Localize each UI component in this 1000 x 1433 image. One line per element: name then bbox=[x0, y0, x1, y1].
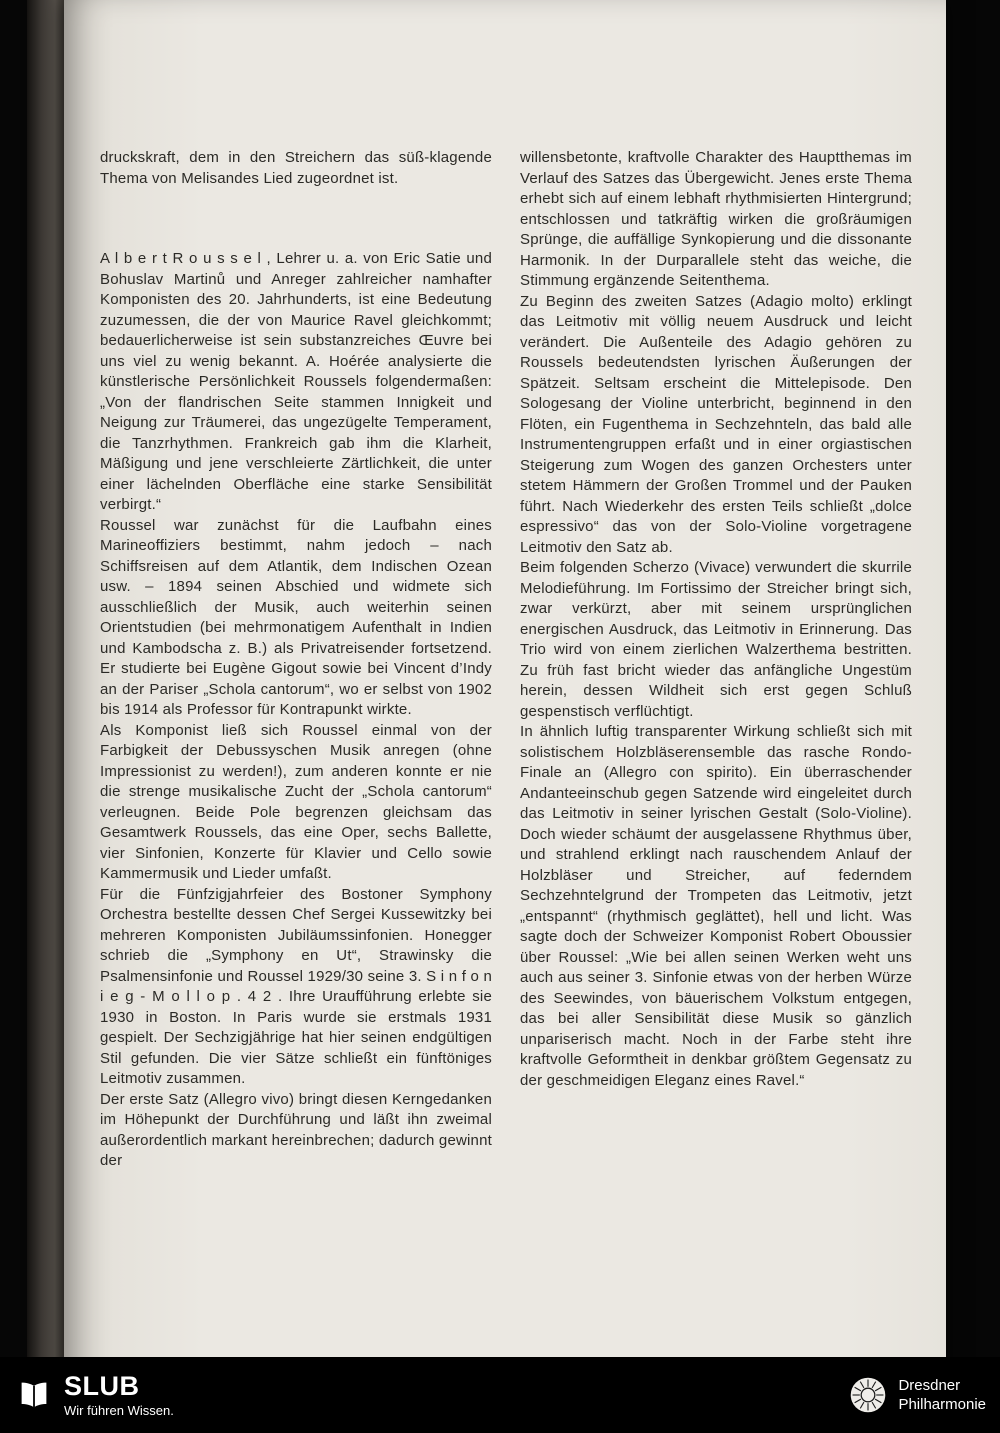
paragraph: Der erste Satz (Allegro vivo) bringt diesen Kerngedanken im Höhepunkt der Durchführung und läßt ihn zweimal außerordentlich markant hereinbrechen; dadurch gewinnt der bbox=[100, 1090, 492, 1169]
paragraph: Für die Fünfzigjahrfeier des Bostoner Symphony Orchestra bestellte dessen Chef Sergei Kussewitzky bei mehreren Komponisten Jubiläumssinfonien. Honegger schrieb die „Symphony en Ut“, Strawinsky die Psalmensinfonie und Roussel 1929/30 seine 3. S i n f o n i e g - M o l l o p . 4 2 . Ihre Uraufführung erlebte sie 1930 in Boston. In Paris wurde sie erstmals 1931 gespielt. Der Sechzigjährige hat hier seinen endgültigen Stil gefunden. Die vier Sätze schließt ein fünftöniges Leitmotiv zusammen. bbox=[100, 885, 492, 1087]
philharmonie-emblem-icon bbox=[848, 1375, 888, 1415]
digitization-footer-bar bbox=[0, 1357, 1000, 1433]
book-page-edge bbox=[27, 0, 67, 1402]
philharmonie-line2: Philharmonie bbox=[898, 1396, 986, 1413]
paragraph: Zu Beginn des zweiten Satzes (Adagio molto) erklingt das Leitmotiv mit völlig neuem Ausdruck und leicht verändert. Die Außenteile des Adagio gehören zu Roussels bedeutendsten lyrischen Äußerungen der Spätzeit. Seltsam erscheint die Mittelepisode. Den Sologesang der Violine unterbricht, beginnend in den Flöten, ein Fugenthema in Sechzehnteln, das bald alle Instrumentengruppen erfaßt und in einer orgiastischen Steigerung zum Wogen des ganzen Orchesters unter stetem Hämmern der Großen Trommel und der Pauken führt. Nach Wiederkehr des ersten Teils schließt „dolce espressivo“ das von der Solo-Violine vorgetragene Leitmotiv den Satz ab. bbox=[520, 292, 912, 556]
scanned-page bbox=[64, 0, 946, 1402]
paragraph: willensbetonte, kraftvolle Charakter des Hauptthemas im Verlauf des Satzes das Übergewicht. Jenes erste Thema erhebt sich auf einem lebhaft rhythmisierten Hintergrund; entschlossen und tatkräftig wirken die großräumigen Sprünge, die auffällige Synkopierung und die dissonante Harmonik. In der Durparallele steht das weiche, die Stimmung ergänzende Seitenthema. bbox=[520, 149, 912, 289]
open-book-icon bbox=[14, 1375, 54, 1415]
paragraph: Roussel war zunächst für die Laufbahn eines Marineoffiziers bestimmt, nahm jedoch – nach Schiffsreisen auf dem Atlantik, dem Indischen Ozean usw. – 1894 seinen Abschied und widmete sich ausschließlich der Musik, auch weiterhin seinen Orientstudien (bei mehrmonatigem Aufenthalt in Indien und Kambodscha z. B.) als Privatreisender fortsetzend. Er studierte bei Eugène Gigout sowie bei Vincent d’Indy an der Pariser „Schola cantorum“, wo er selbst von 1902 bis 1914 als Professor für Kontrapunkt wirkte. bbox=[100, 516, 492, 718]
philharmonie-line1: Dresdner bbox=[898, 1377, 961, 1394]
paragraph: In ähnlich luftig transparenter Wirkung schließt sich mit solistischem Holzbläserensemble das rasche Rondo-Finale an (Allegro con spirito). Ein überraschender Andanteeinschub gegen Satzende wird eingeleitet durch das Leitmotiv in seiner lyrischen Gestalt (Solo-Violine). Doch wieder schäumt der ausgelassene Rhythmus über, und strahlend erklingt nach rauschendem Anlauf der Holzbläser und Streicher, auf federndem Sechzehntelgrund der Trompeten das Leitmotiv, jetzt „entspannt“ (rhythmisch geglättet), hell und licht. Was sagte doch der Schweizer Komponist Robert Oboussier über Roussel: „Wie bei allen seinen Werken weht uns auch aus seiner 3. Sinfonie etwas von der herben Würze des Seewindes, von bäuerischem Volkstum entgegen, das bei aller Sensibilität diese Musik so gänzlich unpariserisch macht. Noch in der Farbe steht ihre kraftvolle Geformtheit in denkbar größtem Gegensatz zu der geschmeidigen Eleganz eines Ravel.“ bbox=[520, 723, 912, 1089]
philharmonie-text-block bbox=[898, 1376, 986, 1414]
paragraph: A l b e r t R o u s s e l , Lehrer u. a. von Eric Satie und Bohuslav Martinů und Anreger zahlreicher namhafter Komponisten des 20. Jahrhunderts, ist eine Bedeutung zuzumessen, die der von Maurice Ravel gleichkommt; bedauerlicherweise ist sein substanzreiches Œuvre bei uns viel zu wenig bekannt. A. Hoérée analysierte die künstlerische Persönlichkeit Roussels folgendermaßen: „Von der flandrischen Seite stammen Innigkeit und Neigung zur Träumerei, das ungezügelte Temperament, die Tanzrhythmen. Frankreich gab ihm die Klarheit, Mäßigung und jene verschleierte Zärtlichkeit, die unter einer lächelnden Oberfläche eine starke Sensibilität verbirgt.“ bbox=[100, 250, 492, 513]
text-column-right bbox=[520, 148, 912, 1091]
slub-tagline: Wir führen Wissen. bbox=[64, 1402, 174, 1418]
text-column-left bbox=[100, 148, 492, 1172]
slub-title: SLUB bbox=[64, 1370, 140, 1401]
paragraph: druckskraft, dem in den Streichern das süß-klagende Thema von Melisandes Lied zugeordnet ist. bbox=[100, 149, 492, 187]
slub-brand bbox=[14, 1372, 174, 1419]
philharmonie-brand bbox=[848, 1375, 986, 1415]
paragraph: Als Komponist ließ sich Roussel einmal von der Farbigkeit der Debussyschen Musik anregen (ohne Impressionist zu werden!), zum anderen konnte er nie die strenge musikalische Zucht der „Schola cantorum“ verleugnen. Beide Pole begrenzen gleichsam das Gesamtwerk Roussels, das eine Oper, sechs Ballette, vier Sinfonien, Konzerte für Klavier und Cello sowie Kammermusik und Lieder umfaßt. bbox=[100, 721, 492, 882]
paragraph: Beim folgenden Scherzo (Vivace) verwundert die skurrile Melodieführung. Im Fortissimo der Streicher bringt sich, zwar verkürzt, aber mit seinem ursprünglichen energischen Ausdruck, das Leitmotiv in Erinnerung. Das Trio wird von einem zierlichen Walzerthema bestritten. Zu früh fast bricht wieder das anfängliche Ungestüm herein, dessen Wildheit sich erst gegen Schluß gespenstisch verflüchtigt. bbox=[520, 559, 912, 720]
slub-text-block bbox=[64, 1372, 174, 1419]
